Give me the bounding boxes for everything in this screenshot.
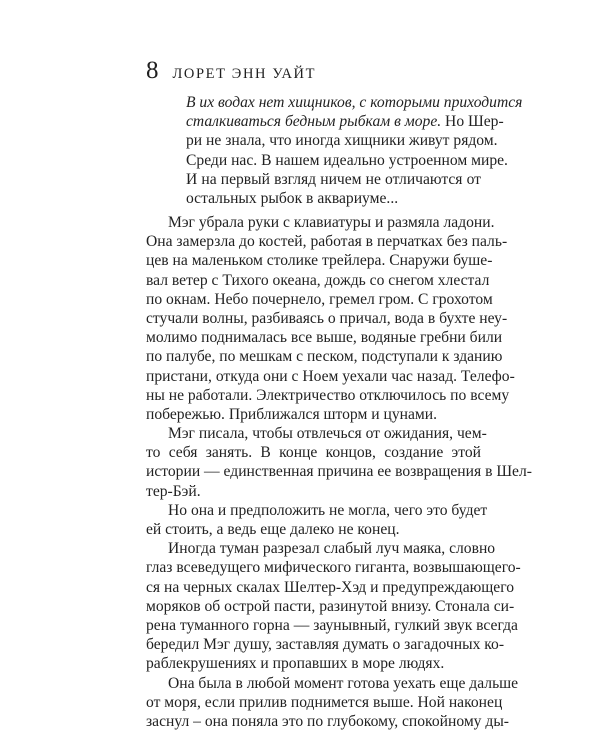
epigraph-line: И на первый взгляд ничем не отличаются от bbox=[186, 170, 481, 188]
paragraph-line: побережью. Приближался шторм и цунами. bbox=[146, 405, 438, 423]
paragraph-line: рена туманного горна — заунывный, гулкий звук всегда bbox=[146, 616, 518, 634]
paragraph-line: заснул – она поняла это по глубокому, спокойному ды- bbox=[146, 712, 509, 730]
paragraph-line: от моря, если прилив поднимется выше. Ной наконец bbox=[146, 693, 503, 711]
epigraph-line: ри не знала, что иногда хищники живут рядом. bbox=[186, 132, 498, 150]
epigraph-line: Среди нас. В нашем идеально устроенном мире. bbox=[186, 151, 508, 169]
paragraph-line: глаз всеведущего мифического гиганта, возвышающего- bbox=[146, 559, 521, 577]
paragraph-line: истории — единственная причина ее возвращения в Шел- bbox=[146, 463, 532, 481]
paragraph-line: пристани, откуда они с Ноем уехали час назад. Телефо- bbox=[146, 367, 515, 385]
paragraph-line: моряков об острой пасти, разинутой внизу. Стонала си- bbox=[146, 597, 515, 615]
paragraph-line: Она замерзла до костей, работая в перчатках без паль- bbox=[146, 233, 508, 251]
page-header bbox=[146, 58, 316, 83]
paragraph-line: по палубе, по мешкам с песком, подступали к зданию bbox=[146, 348, 503, 366]
paragraph-line: Иногда туман разрезал слабый луч маяка, словно bbox=[168, 540, 496, 558]
epigraph-line: В их водах нет хищников, с которыми приходится bbox=[186, 94, 523, 111]
paragraph-line: вал ветер с Тихого океана, дождь со снегом хлестал bbox=[146, 271, 490, 289]
paragraph-line: Мэг писала, чтобы отвлечься от ожидания, чем- bbox=[168, 425, 487, 443]
paragraph-line: ны не работали. Электричество отключилось по всему bbox=[146, 386, 510, 404]
page-number: 8 bbox=[146, 57, 159, 84]
epigraph-line: сталкиваться бедным рыбкам в море. Но Шер- bbox=[186, 113, 504, 131]
epigraph bbox=[186, 93, 523, 208]
running-head-author: ЛОРЕТ ЭНН УАЙТ bbox=[172, 66, 317, 82]
paragraph-line: ся на черных скалах Шелтер-Хэд и предупреждающего bbox=[146, 578, 514, 596]
paragraph-line: Но она и предположить не могла, чего это будет bbox=[168, 501, 488, 519]
body-text bbox=[146, 213, 532, 731]
paragraph-line: Мэг убрала руки с клавиатуры и размяла ладони. bbox=[168, 214, 495, 231]
paragraph-line: раблекрушениях и пропавших в море людях. bbox=[146, 655, 445, 673]
paragraph-line: ей стоить, а ведь еще далеко не конец. bbox=[146, 521, 400, 538]
paragraph-line: цев на маленьком столике трейлера. Снаружи буше- bbox=[146, 252, 493, 270]
paragraph-line: тер-Бэй. bbox=[146, 482, 201, 500]
epigraph-line: остальных рыбок в аквариуме... bbox=[186, 189, 399, 207]
paragraph-line: то себя занять. В конце концов, создание этой bbox=[146, 444, 481, 462]
paragraph-line: молимо поднималась все выше, водяные гребни били bbox=[146, 329, 503, 347]
paragraph-line: по окнам. Небо почернело, гремел гром. С грохотом bbox=[146, 290, 493, 308]
paragraph-line: Она была в любой момент готова уехать еще дальше bbox=[168, 674, 519, 692]
paragraph-line: стучали волны, разбиваясь о причал, вода в бухте неу- bbox=[146, 309, 508, 327]
paragraph-line: бередил Мэг душу, заставляя думать о загадочных ко- bbox=[146, 636, 505, 654]
